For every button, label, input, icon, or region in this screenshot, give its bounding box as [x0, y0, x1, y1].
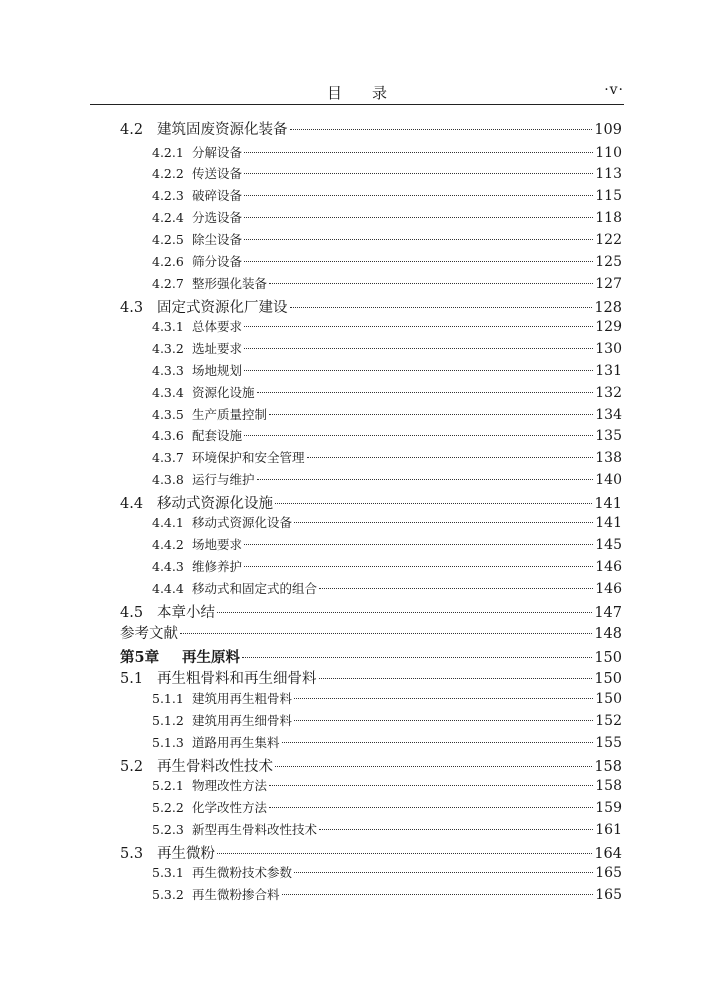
toc-entry-number: 4.2.2	[152, 166, 184, 181]
toc-entry	[152, 426, 622, 448]
toc-entry	[152, 405, 622, 427]
toc-entry-number: 4.4	[120, 496, 144, 512]
toc-entry-page: 113	[595, 166, 622, 182]
toc-entry	[152, 535, 622, 557]
toc-entry	[152, 164, 622, 186]
toc-entry	[120, 755, 622, 777]
toc-entry-number: 4.2.6	[152, 254, 184, 269]
toc-entry-title: 生产质量控制	[192, 407, 268, 422]
toc-entry-title: 本章小结	[157, 605, 215, 621]
toc-entry	[152, 448, 622, 470]
toc-dot-leader	[269, 282, 593, 284]
toc-entry-page: 130	[595, 341, 622, 357]
toc-entry-page: 131	[595, 363, 622, 379]
toc-entry-number: 5.3.1	[152, 865, 184, 880]
toc-dot-leader	[244, 260, 593, 262]
toc-entry-page: 122	[595, 232, 622, 248]
toc-entry-number: 4.4.4	[152, 581, 184, 596]
toc-entry-title: 建筑用再生粗骨料	[192, 691, 293, 706]
toc-entry-title: 配套设施	[192, 428, 243, 443]
toc-entry-title: 固定式资源化厂建设	[157, 300, 288, 316]
toc-dot-leader	[242, 656, 592, 658]
toc-entry	[152, 339, 622, 361]
toc-entry	[152, 711, 622, 733]
toc-dot-leader	[244, 325, 593, 327]
toc-dot-leader	[244, 194, 593, 196]
toc-entry-title: 新型再生骨料改性技术	[192, 822, 318, 837]
toc-entry-page: 152	[595, 713, 622, 729]
toc-entry-number: 4.5	[120, 605, 144, 621]
toc-entry-title: 再生原料	[182, 649, 240, 666]
toc-entry-title: 破碎设备	[192, 188, 243, 203]
toc-entry	[152, 274, 622, 296]
toc-entry	[152, 513, 622, 535]
toc-entry-page: 132	[595, 385, 622, 401]
toc-entry-title: 资源化设施	[192, 385, 255, 400]
toc-entry-title: 建筑用再生细骨料	[192, 713, 293, 728]
toc-dot-leader	[290, 128, 593, 130]
toc-entry	[152, 776, 622, 798]
toc-entry-page: 155	[595, 735, 622, 751]
toc-entry-page: 140	[595, 472, 622, 488]
toc-entry-title: 总体要求	[192, 319, 243, 334]
toc-dot-leader	[269, 413, 593, 415]
toc-dot-leader	[244, 434, 593, 436]
toc-dot-leader	[319, 587, 593, 589]
toc-entry	[152, 557, 622, 579]
toc-entry	[152, 252, 622, 274]
toc-entry-title: 整形强化装备	[192, 276, 268, 291]
header-page-marker: ·v·	[604, 82, 624, 98]
toc-entry-page: 146	[595, 581, 622, 597]
toc-entry-page: 147	[594, 605, 622, 621]
toc-dot-leader	[244, 565, 593, 567]
toc-entry-title: 分选设备	[192, 210, 243, 225]
toc-entry-title: 再生微粉	[157, 846, 215, 862]
toc-entry-number: 4.4.1	[152, 515, 184, 530]
toc-entry-number: 4.3.1	[152, 319, 184, 334]
toc-entry-page: 164	[594, 846, 622, 862]
toc-entry-title: 再生微粉掺合料	[192, 887, 280, 902]
toc-entry-title: 再生微粉技术参数	[192, 865, 293, 880]
toc-entry-title: 场地规划	[192, 363, 243, 378]
toc-entry-number: 4.4.3	[152, 559, 184, 574]
toc-dot-leader	[217, 852, 592, 854]
toc-entry-page: 141	[595, 515, 622, 531]
toc-dot-leader	[294, 697, 593, 699]
toc-entry-page: 129	[595, 319, 622, 335]
toc-entry	[152, 230, 622, 252]
toc-dot-leader	[275, 765, 592, 767]
toc-entry	[152, 863, 622, 885]
toc-entry-number: 4.3.2	[152, 341, 184, 356]
toc-entry	[120, 646, 622, 668]
toc-dot-leader	[244, 369, 593, 371]
toc-entry	[152, 689, 622, 711]
toc-entry-page: 115	[595, 188, 622, 204]
toc-entry-number: 4.3.7	[152, 450, 184, 465]
toc-entry-title: 再生粗骨料和再生细骨料	[157, 671, 317, 687]
toc-entry-title: 除尘设备	[192, 232, 243, 247]
toc-entry-title: 移动式资源化设施	[157, 496, 273, 512]
toc-entry-number: 5.3.2	[152, 887, 184, 902]
toc-entry-number: 4.2	[120, 122, 144, 138]
toc-dot-leader	[257, 478, 594, 480]
toc-dot-leader	[217, 611, 592, 613]
toc-entry-title: 参考文献	[120, 626, 178, 642]
toc-entry	[120, 667, 622, 689]
toc-entry-page: 146	[595, 559, 622, 575]
toc-entry-page: 158	[594, 759, 622, 775]
toc-entry	[152, 186, 622, 208]
toc-dot-leader	[319, 828, 593, 830]
toc-entry-page: 150	[594, 650, 622, 666]
toc-entry-page: 161	[595, 822, 622, 838]
toc-dot-leader	[244, 151, 593, 153]
toc-entry-number: 5.3	[120, 846, 144, 862]
toc-dot-leader	[319, 677, 593, 679]
toc-entry-title: 分解设备	[192, 145, 243, 160]
toc-entry	[120, 601, 622, 623]
toc-dot-leader	[269, 784, 593, 786]
toc-entry-page: 150	[594, 671, 622, 687]
toc-dot-leader	[294, 719, 593, 721]
toc-entry	[152, 383, 622, 405]
toc-entry-title: 物理改性方法	[192, 778, 268, 793]
toc-dot-leader	[257, 391, 594, 393]
toc-entry-number: 5.2.3	[152, 822, 184, 837]
toc-entry-page: 134	[595, 407, 622, 423]
toc-entry-page: 158	[595, 778, 622, 794]
toc-entry-number: 4.2.3	[152, 188, 184, 203]
toc-entry-page: 109	[594, 122, 622, 138]
toc-entry-number: 4.2.4	[152, 210, 184, 225]
toc-dot-leader	[244, 216, 593, 218]
toc-entry-number: 4.3.4	[152, 385, 184, 400]
toc-entry-page: 165	[595, 865, 622, 881]
toc-dot-leader	[282, 893, 594, 895]
toc-dot-leader	[244, 347, 593, 349]
toc-dot-leader	[307, 456, 594, 458]
toc-dot-leader	[282, 741, 594, 743]
toc-dot-leader	[180, 632, 592, 634]
toc-entry-number: 4.2.1	[152, 145, 184, 160]
toc-entry	[152, 143, 622, 165]
toc-dot-leader	[290, 306, 593, 308]
toc-entry-number: 5.1.2	[152, 713, 184, 728]
toc-entry-title: 传送设备	[192, 166, 243, 181]
toc-entry-number: 4.3.8	[152, 472, 184, 487]
toc-entry-page: 138	[595, 450, 622, 466]
toc-entry-number: 5.1.1	[152, 691, 184, 706]
toc-entry-page: 148	[594, 626, 622, 642]
toc-entry	[152, 820, 622, 842]
toc-entry-page: 159	[595, 800, 622, 816]
toc-entry-number: 第5章	[120, 649, 160, 666]
toc-entry-title: 移动式资源化设备	[192, 515, 293, 530]
toc-entry-number: 4.3.6	[152, 428, 184, 443]
toc-entry-page: 165	[595, 887, 622, 903]
toc-entry-number: 5.1	[120, 671, 144, 687]
page-header	[90, 80, 624, 105]
toc-entry-number: 4.4.2	[152, 537, 184, 552]
toc-entry-number: 4.2.7	[152, 276, 184, 291]
toc-entry-page: 150	[595, 691, 622, 707]
toc-entry-number: 4.3.5	[152, 407, 184, 422]
toc-entry	[120, 622, 622, 644]
header-title: 目录	[326, 84, 417, 102]
toc-entry	[152, 798, 622, 820]
toc-entry	[152, 361, 622, 383]
toc-entry-title: 场地要求	[192, 537, 243, 552]
toc-entry-number: 4.2.5	[152, 232, 184, 247]
toc-entry	[120, 118, 622, 140]
toc-entry-page: 118	[595, 210, 622, 226]
toc-entry-page: 127	[595, 276, 622, 292]
toc-entry-title: 环境保护和安全管理	[192, 450, 305, 465]
toc-entry-page: 135	[595, 428, 622, 444]
toc-entry	[120, 296, 622, 318]
toc-entry-page: 128	[594, 300, 622, 316]
toc-dot-leader	[294, 871, 593, 873]
toc-entry	[120, 842, 622, 864]
toc-dot-leader	[294, 521, 593, 523]
toc-entry-number: 5.2.1	[152, 778, 184, 793]
toc-entry-title: 筛分设备	[192, 254, 243, 269]
toc-dot-leader	[244, 543, 593, 545]
toc-entry-title: 化学改性方法	[192, 800, 268, 815]
toc-entry-page: 125	[595, 254, 622, 270]
toc-entry	[152, 885, 622, 907]
toc-entry-page: 145	[595, 537, 622, 553]
toc-entry-title: 运行与维护	[192, 472, 255, 487]
toc-entry	[152, 579, 622, 601]
toc-entry	[152, 733, 622, 755]
toc-dot-leader	[275, 502, 592, 504]
toc-entry-page: 141	[594, 496, 622, 512]
toc-entry	[152, 470, 622, 492]
toc-dot-leader	[244, 238, 593, 240]
toc-entry-title: 维修养护	[192, 559, 243, 574]
toc-dot-leader	[269, 806, 593, 808]
toc-entry	[120, 492, 622, 514]
toc-entry-title: 建筑固废资源化装备	[157, 122, 288, 138]
toc-entry-page: 110	[595, 145, 622, 161]
toc-entry-number: 4.3.3	[152, 363, 184, 378]
toc-entry-title: 道路用再生集料	[192, 735, 280, 750]
toc-entry-title: 再生骨料改性技术	[157, 759, 273, 775]
toc-entry-title: 移动式和固定式的组合	[192, 581, 318, 596]
toc-entry	[152, 208, 622, 230]
toc-dot-leader	[244, 172, 593, 174]
toc-entry-number: 5.1.3	[152, 735, 184, 750]
toc-entry-title: 选址要求	[192, 341, 243, 356]
toc-entry-number: 5.2	[120, 759, 144, 775]
toc-entry-number: 5.2.2	[152, 800, 184, 815]
toc-entry	[152, 317, 622, 339]
toc-entry-number: 4.3	[120, 300, 144, 316]
